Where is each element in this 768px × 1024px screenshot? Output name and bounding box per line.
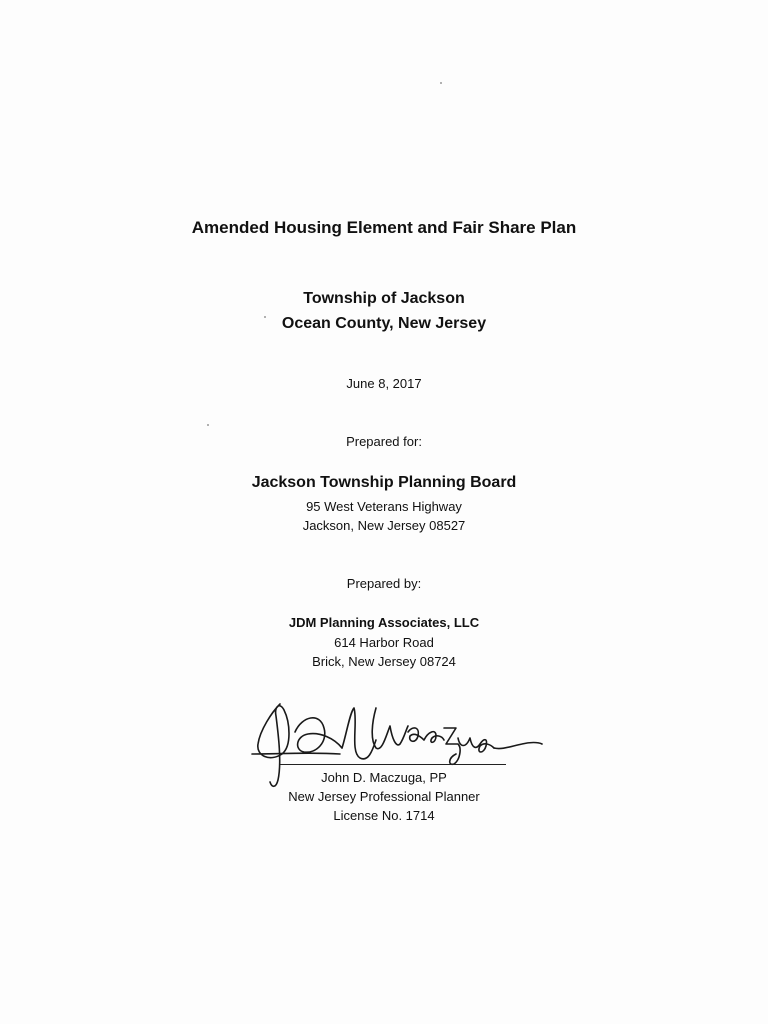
- signatory-name: John D. Maczuga, PP: [321, 770, 447, 785]
- firm-address-line2: Brick, New Jersey 08724: [312, 654, 456, 669]
- scan-speck: [264, 316, 266, 318]
- document-title: Amended Housing Element and Fair Share Plan: [191, 218, 577, 237]
- signature-line: [280, 764, 506, 765]
- scan-speck: [440, 82, 442, 84]
- client-address-line1: 95 West Veterans Highway: [306, 499, 462, 514]
- document-date: June 8, 2017: [346, 376, 422, 391]
- client-name: Jackson Township Planning Board: [251, 474, 517, 491]
- client-address-line2: Jackson, New Jersey 08527: [302, 518, 466, 533]
- prepared-by-label: Prepared by:: [346, 576, 422, 591]
- firm-address-line1: 614 Harbor Road: [334, 635, 434, 650]
- signatory-title: New Jersey Professional Planner: [288, 789, 480, 804]
- signatory-license: License No. 1714: [333, 808, 435, 823]
- municipality-name: Township of Jackson: [303, 290, 465, 307]
- prepared-for-label: Prepared for:: [346, 434, 422, 449]
- county-state: Ocean County, New Jersey: [281, 315, 487, 332]
- firm-name: JDM Planning Associates, LLC: [288, 615, 480, 630]
- scan-speck: [207, 424, 209, 426]
